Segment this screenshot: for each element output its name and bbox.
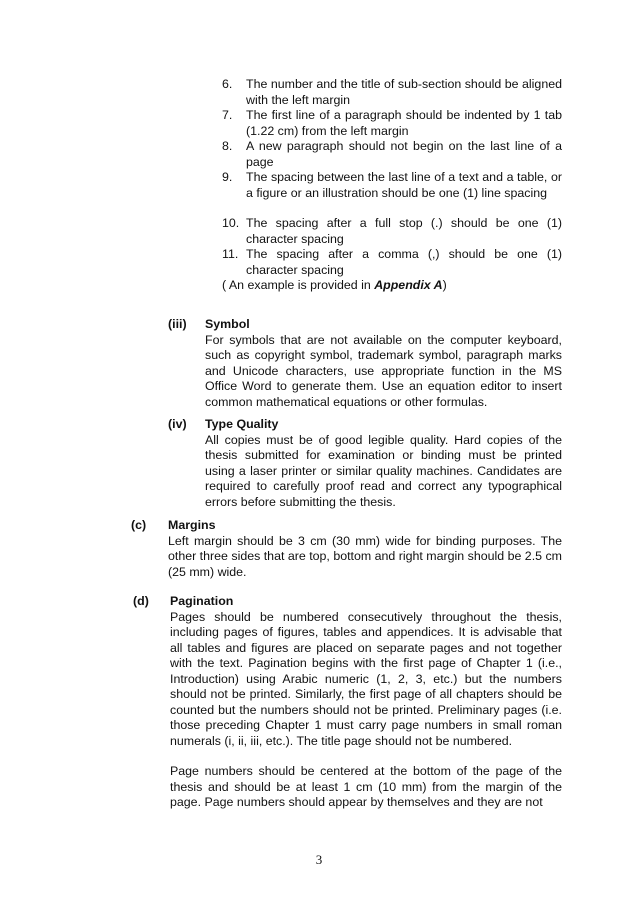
list-item-text: The first line of a paragraph should be indented by 1 tab (1.22 cm) from the left margin (246, 108, 562, 138)
list-item-number: 10. (222, 216, 240, 230)
section-body: Pages should be numbered consecutively throughout the thesis, including pages of figures, tables and appendices. It is advisable that all tables and figures are placed on separate pages and not together with the text. Pagination begins with the first page of Chapter 1 (i.e., Introduction) using Arabic numeric (1, 2, 3, etc.) but the numbers should not be printed. Similarly, the first page of all chapters should be counted but the numbers should not be printed. Preliminary pages (i.e. those preceding Chapter 1 must carry page numbers in small roman numerals (i, ii, iii, etc.). The title page should not be numbered. (170, 609, 562, 748)
page-number: 3 (315, 852, 323, 867)
section-title: Pagination (170, 594, 234, 608)
example-note (222, 278, 562, 294)
section-title: Margins (168, 518, 216, 532)
section-symbol (205, 317, 562, 410)
section-label: (d) (133, 594, 149, 608)
appendix-reference: Appendix A (374, 278, 443, 292)
list-item-number: 9. (222, 170, 233, 184)
section-label: (iii) (168, 317, 187, 331)
list-item-text: The spacing after a comma (,) should be one (1) character spacing (246, 247, 562, 277)
list-item-number: 6. (222, 77, 233, 91)
section-body: All copies must be of good legible quality. Hard copies of the thesis submitted for examination or binding must be printed using a laser printer or similar quality machines. Candidates are required to carefully proof read and correct any typographical errors before submitting the thesis. (205, 432, 562, 509)
section-body: Left margin should be 3 cm (30 mm) wide for binding purposes. The other three sides that are top, bottom and right margin should be 2.5 cm (25 mm) wide. (168, 533, 562, 579)
list-item-text: The spacing after a full stop (.) should be one (1) character spacing (246, 216, 562, 246)
example-note-suffix: ) (442, 278, 447, 292)
list-item-number: 7. (222, 108, 233, 122)
list-item-text: The number and the title of sub-section should be aligned with the left margin (246, 77, 562, 107)
section-label: (iv) (168, 417, 187, 431)
list-item-number: 11. (222, 247, 239, 261)
section-title: Type Quality (205, 417, 279, 431)
section-title: Symbol (205, 317, 250, 331)
list-item-text: A new paragraph should not begin on the last line of a page (246, 139, 562, 169)
example-note-prefix: ( An example is provided in (222, 278, 375, 292)
section-margins (168, 518, 562, 580)
section-type-quality (205, 417, 562, 510)
section-body: For symbols that are not available on the computer keyboard, such as copyright symbol, trademark symbol, paragraph marks and Unicode characters, use appropriate function in the MS Office Word to generate them. Use an equation editor to insert common mathematical equations or other formulas. (205, 332, 562, 409)
section-pagination (170, 594, 562, 811)
list-item-text: The spacing between the last line of a text and a table, or a figure or an illustration should be one (1) line spacing (246, 170, 562, 200)
section-body-continued: Page numbers should be centered at the bottom of the page of the thesis and should be at least 1 cm (10 mm) from the margin of the page. Page numbers should appear by themselves and they are not (170, 764, 562, 809)
section-label: (c) (131, 518, 147, 532)
list-item-number: 8. (222, 139, 233, 153)
